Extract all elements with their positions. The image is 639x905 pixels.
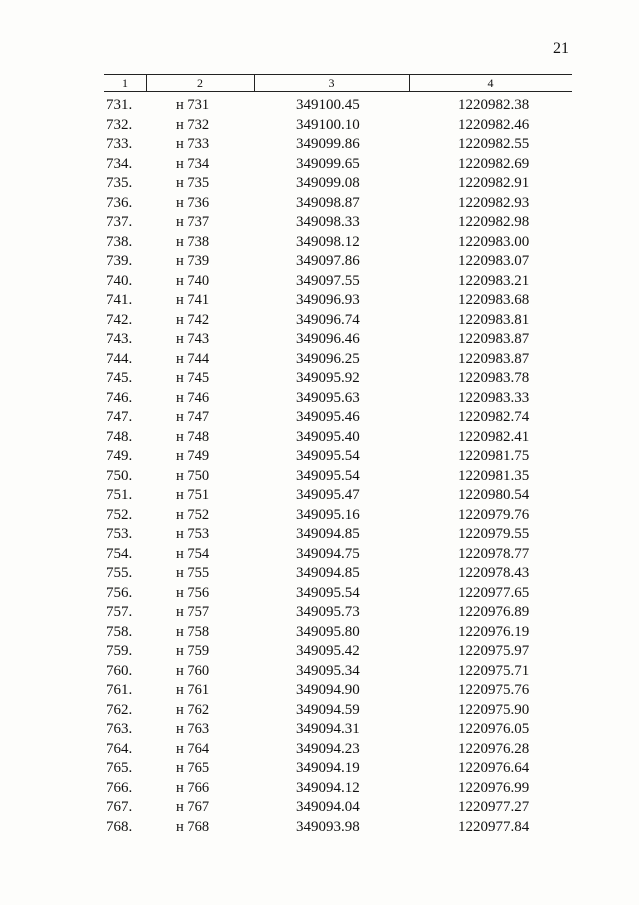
coordinate-y-cell: 1220976.64 (458, 760, 530, 776)
point-label-cell: н 733 (176, 136, 210, 152)
coordinate-x-cell: 349098.33 (296, 214, 360, 230)
point-number-cell: 768. (106, 818, 133, 835)
point-number-cell: 754. (106, 545, 133, 562)
point-number-cell: 740. (106, 272, 133, 289)
point-label-cell: н 759 (176, 643, 210, 659)
table-row (0, 369, 639, 389)
coordinate-x-cell: 349098.87 (296, 194, 360, 211)
table-row (0, 603, 639, 623)
point-number-cell: 732. (106, 116, 133, 133)
coordinate-x-cell: 349093.98 (296, 818, 360, 835)
point-number-cell: 736. (106, 194, 133, 211)
coordinate-x-cell: 349095.47 (296, 487, 360, 503)
coordinate-y-cell: 1220979.76 (458, 506, 530, 523)
point-number-cell: 739. (106, 253, 133, 269)
table-row (0, 233, 639, 253)
point-label-cell: н 752 (176, 506, 210, 523)
point-number-cell: 765. (106, 760, 133, 776)
table-row (0, 174, 639, 194)
coordinate-x-cell: 349095.40 (296, 428, 360, 445)
coordinate-x-cell: 349094.31 (296, 721, 360, 737)
coordinate-x-cell: 349096.74 (296, 311, 360, 328)
coordinate-x-cell: 349094.85 (296, 565, 360, 581)
coordinate-y-cell: 1220983.81 (458, 311, 530, 328)
coordinate-y-cell: 1220983.07 (458, 253, 530, 269)
coordinate-x-cell: 349094.23 (296, 740, 360, 757)
table-row (0, 525, 639, 545)
point-number-cell: 737. (106, 214, 133, 230)
point-label-cell: н 755 (176, 565, 210, 581)
coordinate-x-cell: 349095.54 (296, 467, 360, 484)
table-row (0, 681, 639, 701)
table-row (0, 350, 639, 370)
coordinate-y-cell: 1220975.76 (458, 682, 530, 698)
point-label-cell: н 736 (176, 194, 210, 211)
point-label-cell: н 756 (176, 584, 210, 601)
point-number-cell: 747. (106, 409, 133, 425)
table-row (0, 818, 639, 838)
table-row (0, 428, 639, 448)
table-row (0, 272, 639, 292)
coordinate-x-cell: 349095.16 (296, 506, 360, 523)
coordinate-y-cell: 1220976.05 (458, 721, 530, 737)
point-number-cell: 764. (106, 740, 133, 757)
table-row (0, 759, 639, 779)
point-label-cell: н 763 (176, 721, 210, 737)
point-label-cell: н 754 (176, 545, 210, 562)
coordinate-y-cell: 1220980.54 (458, 487, 530, 503)
point-number-cell: 734. (106, 155, 133, 172)
point-label-cell: н 757 (176, 604, 210, 620)
coordinate-y-cell: 1220981.75 (458, 448, 530, 464)
table-row (0, 623, 639, 643)
point-number-cell: 749. (106, 448, 133, 464)
point-label-cell: н 745 (176, 370, 210, 386)
point-number-cell: 751. (106, 487, 133, 503)
point-number-cell: 752. (106, 506, 133, 523)
point-label-cell: н 744 (176, 350, 210, 367)
column-header-1: 1 (122, 76, 128, 90)
point-label-cell: н 750 (176, 467, 210, 484)
table-row (0, 642, 639, 662)
coordinate-x-cell: 349096.93 (296, 292, 360, 308)
point-number-cell: 753. (106, 526, 133, 542)
table-row (0, 564, 639, 584)
point-number-cell: 760. (106, 662, 133, 679)
coordinate-y-cell: 1220982.55 (458, 136, 530, 152)
point-label-cell: н 739 (176, 253, 210, 269)
coordinate-x-cell: 349094.75 (296, 545, 360, 562)
coordinate-x-cell: 349095.34 (296, 662, 360, 679)
coordinate-x-cell: 349095.73 (296, 604, 360, 620)
point-number-cell: 731. (106, 97, 133, 113)
point-label-cell: н 762 (176, 701, 210, 718)
page-number: 21 (553, 40, 569, 57)
coordinate-y-cell: 1220983.00 (458, 233, 530, 250)
table-row (0, 701, 639, 721)
point-label-cell: н 747 (176, 409, 210, 425)
point-label-cell: н 743 (176, 331, 210, 347)
coordinate-y-cell: 1220976.19 (458, 623, 530, 640)
point-number-cell: 757. (106, 604, 133, 620)
point-number-cell: 748. (106, 428, 133, 445)
coordinate-x-cell: 349100.10 (296, 116, 360, 133)
point-number-cell: 767. (106, 799, 133, 815)
point-label-cell: н 767 (176, 799, 210, 815)
point-label-cell: н 765 (176, 760, 210, 776)
coordinate-y-cell: 1220983.68 (458, 292, 530, 308)
point-label-cell: н 735 (176, 175, 210, 191)
point-number-cell: 758. (106, 623, 133, 640)
point-label-cell: н 737 (176, 214, 210, 230)
point-label-cell: н 742 (176, 311, 210, 328)
coordinate-x-cell: 349095.54 (296, 584, 360, 601)
point-label-cell: н 746 (176, 389, 210, 406)
coordinate-y-cell: 1220983.33 (458, 389, 530, 406)
point-number-cell: 763. (106, 721, 133, 737)
coordinate-x-cell: 349094.19 (296, 760, 360, 776)
coordinate-y-cell: 1220983.87 (458, 331, 530, 347)
coordinate-x-cell: 349095.92 (296, 370, 360, 386)
coordinate-x-cell: 349095.54 (296, 448, 360, 464)
coordinate-x-cell: 349094.85 (296, 526, 360, 542)
point-label-cell: н 731 (176, 97, 210, 113)
point-number-cell: 743. (106, 331, 133, 347)
coordinate-y-cell: 1220982.41 (458, 428, 530, 445)
coordinate-x-cell: 349096.25 (296, 350, 360, 367)
table-row (0, 779, 639, 799)
table-row (0, 116, 639, 136)
coordinate-y-cell: 1220976.89 (458, 604, 530, 620)
table-row (0, 740, 639, 760)
point-number-cell: 756. (106, 584, 133, 601)
point-number-cell: 742. (106, 311, 133, 328)
point-label-cell: н 732 (176, 116, 210, 133)
coordinate-y-cell: 1220982.91 (458, 175, 530, 191)
coordinate-x-cell: 349095.80 (296, 623, 360, 640)
point-number-cell: 735. (106, 175, 133, 191)
table-row (0, 194, 639, 214)
coordinate-y-cell: 1220983.21 (458, 272, 530, 289)
point-number-cell: 746. (106, 389, 133, 406)
point-label-cell: н 764 (176, 740, 210, 757)
point-number-cell: 741. (106, 292, 133, 308)
point-number-cell: 755. (106, 565, 133, 581)
point-number-cell: 750. (106, 467, 133, 484)
table-row (0, 291, 639, 311)
coordinate-x-cell: 349095.42 (296, 643, 360, 659)
point-label-cell: н 760 (176, 662, 210, 679)
coordinate-x-cell: 349099.65 (296, 155, 360, 172)
point-number-cell: 762. (106, 701, 133, 718)
coordinate-x-cell: 349094.90 (296, 682, 360, 698)
coordinate-y-cell: 1220975.90 (458, 701, 530, 718)
table-header (104, 74, 572, 92)
table-body (0, 96, 639, 837)
coordinate-y-cell: 1220979.55 (458, 526, 530, 542)
table-row (0, 545, 639, 565)
point-label-cell: н 751 (176, 487, 210, 503)
coordinate-y-cell: 1220975.71 (458, 662, 530, 679)
coordinate-y-cell: 1220983.87 (458, 350, 530, 367)
table-row (0, 252, 639, 272)
table-row (0, 155, 639, 175)
table-row (0, 467, 639, 487)
table-row (0, 96, 639, 116)
point-label-cell: н 741 (176, 292, 210, 308)
coordinate-x-cell: 349096.46 (296, 331, 360, 347)
point-number-cell: 733. (106, 136, 133, 152)
point-label-cell: н 758 (176, 623, 210, 640)
coordinate-y-cell: 1220975.97 (458, 643, 530, 659)
point-label-cell: н 748 (176, 428, 210, 445)
point-number-cell: 759. (106, 643, 133, 659)
coordinate-y-cell: 1220982.46 (458, 116, 530, 133)
point-number-cell: 761. (106, 682, 133, 698)
coordinate-x-cell: 349098.12 (296, 233, 360, 250)
coordinate-y-cell: 1220976.99 (458, 779, 530, 796)
coordinate-x-cell: 349100.45 (296, 97, 360, 113)
coordinate-x-cell: 349099.86 (296, 136, 360, 152)
table-row (0, 389, 639, 409)
coordinate-x-cell: 349094.12 (296, 779, 360, 796)
point-number-cell: 745. (106, 370, 133, 386)
table-row (0, 311, 639, 331)
column-header-2: 2 (197, 76, 203, 90)
column-header-3: 3 (328, 76, 335, 90)
point-label-cell: н 766 (176, 779, 210, 796)
coordinate-y-cell: 1220977.84 (458, 818, 530, 835)
point-label-cell: н 740 (176, 272, 210, 289)
table-row (0, 135, 639, 155)
coordinate-x-cell: 349097.86 (296, 253, 360, 269)
table-row (0, 486, 639, 506)
point-label-cell: н 749 (176, 448, 210, 464)
table-row (0, 447, 639, 467)
table-row (0, 213, 639, 233)
coordinate-x-cell: 349094.04 (296, 799, 360, 815)
table-row (0, 330, 639, 350)
table-row (0, 662, 639, 682)
coordinate-y-cell: 1220976.28 (458, 740, 530, 757)
coordinate-x-cell: 349094.59 (296, 701, 360, 718)
table-row (0, 584, 639, 604)
coordinate-y-cell: 1220981.35 (458, 467, 530, 484)
coordinate-y-cell: 1220982.93 (458, 194, 530, 211)
coordinate-y-cell: 1220982.38 (458, 97, 530, 113)
coordinate-y-cell: 1220977.65 (458, 584, 530, 601)
coordinate-y-cell: 1220978.43 (458, 565, 530, 581)
coordinate-x-cell: 349095.46 (296, 409, 360, 425)
table-row (0, 798, 639, 818)
table-row (0, 506, 639, 526)
point-number-cell: 744. (106, 350, 133, 367)
point-label-cell: н 753 (176, 526, 210, 542)
point-label-cell: н 734 (176, 155, 210, 172)
column-header-4: 4 (487, 76, 494, 90)
table-row (0, 408, 639, 428)
coordinate-y-cell: 1220982.69 (458, 155, 530, 172)
coordinate-y-cell: 1220982.74 (458, 409, 530, 425)
coordinate-x-cell: 349097.55 (296, 272, 360, 289)
point-number-cell: 766. (106, 779, 133, 796)
point-label-cell: н 761 (176, 682, 210, 698)
point-label-cell: н 768 (176, 818, 210, 835)
coordinate-y-cell: 1220983.78 (458, 370, 530, 386)
coordinate-x-cell: 349099.08 (296, 175, 360, 191)
point-label-cell: н 738 (176, 233, 210, 250)
point-number-cell: 738. (106, 233, 133, 250)
coordinate-y-cell: 1220978.77 (458, 545, 530, 562)
table-row (0, 720, 639, 740)
coordinate-y-cell: 1220977.27 (458, 799, 530, 815)
coordinate-x-cell: 349095.63 (296, 389, 360, 406)
coordinate-y-cell: 1220982.98 (458, 214, 530, 230)
